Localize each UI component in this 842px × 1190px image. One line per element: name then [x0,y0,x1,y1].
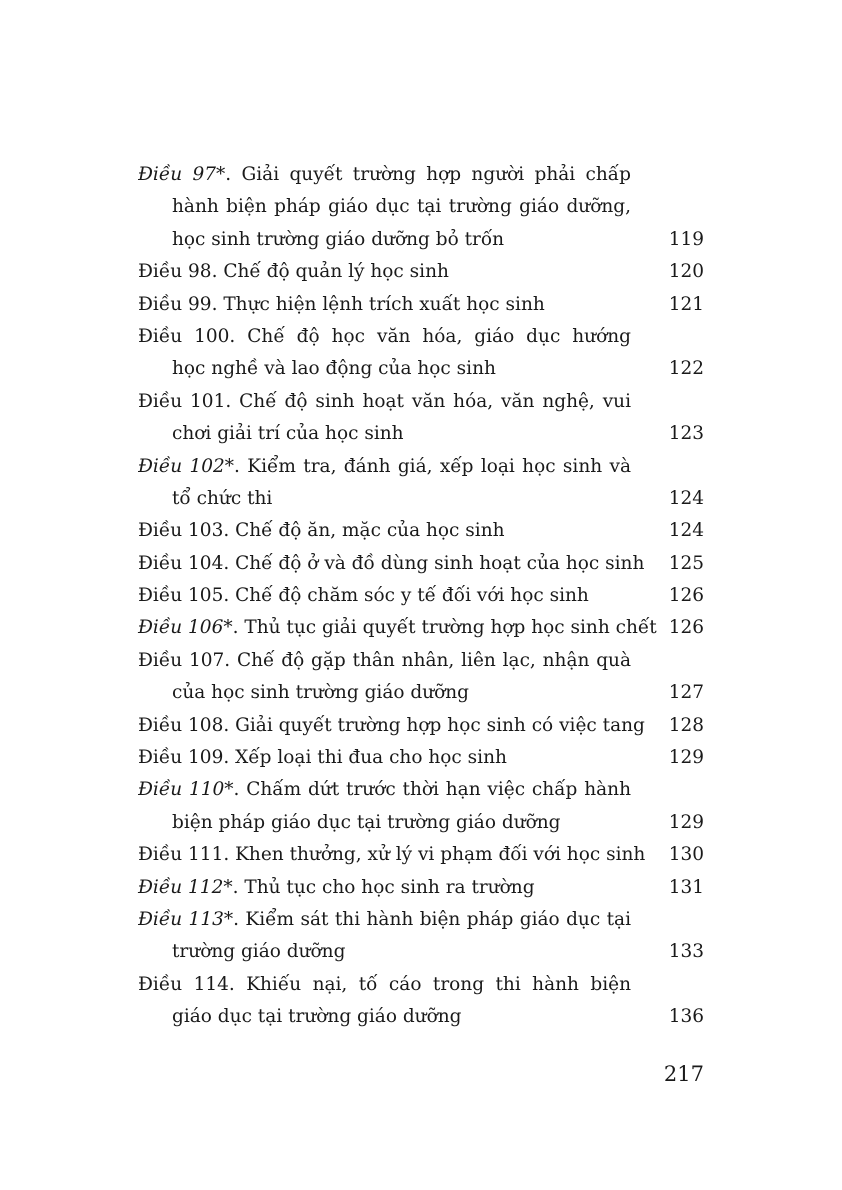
title-text: chơi giải trí của học sinh [172,423,404,445]
toc-line [138,256,704,288]
toc-entry [138,872,704,904]
title-text: học nghề và lao động của học sinh [172,358,496,380]
toc-page-number: 128 [668,714,704,736]
toc-entry-title [172,191,631,223]
toc-entry-title [138,159,631,191]
toc-page-number: 127 [668,682,704,704]
toc-line [138,742,704,774]
toc-line [138,386,704,418]
article-label: Điều 107 [138,649,225,671]
article-label: Điều 97* [138,164,226,185]
toc-line [138,774,704,806]
article-label: Điều 105 [138,585,224,607]
toc-entry-title [138,515,631,547]
article-label: Điều 111 [138,844,224,866]
title-text: . Thủ tục giải quyết trường hợp học sinh chết [232,617,657,639]
toc-line [138,645,704,677]
article-label: Điều 108 [138,714,224,736]
title-text: . Xếp loại thi đua cho học sinh [223,747,507,769]
article-label: Điều 99 [138,293,212,315]
toc-entry [138,451,704,516]
toc-entry [138,742,704,774]
article-label: Điều 102* [138,455,235,477]
toc-line [138,548,704,580]
title-text: . Giải quyết trường hợp học sinh có việc tang [223,714,645,736]
toc-entry [138,321,704,386]
toc-entry [138,774,704,839]
title-text: . Chế độ ở và đồ dùng sinh hoạt của học sinh [223,552,645,574]
title-text: của học sinh trường giáo dưỡng [172,682,470,704]
toc-page-number: 120 [668,261,704,283]
title-text: giáo dục tại trường giáo dưỡng [172,1006,462,1028]
article-label: Điều 109 [138,747,224,769]
toc-entry [138,289,704,321]
toc-line [138,969,704,1001]
title-text: trường giáo dưỡng [172,941,346,963]
toc-entry-title [172,224,631,256]
title-text: . Khiếu nại, tố cáo trong thi hành biện [228,973,631,995]
toc-entry-title [138,451,631,483]
article-label: Điều 106* [138,617,233,639]
toc-entry-title [138,321,631,353]
article-label: Điều 113* [138,908,234,930]
toc-page-number: 130 [668,844,704,866]
toc-line [138,710,704,742]
toc-entry-title [138,774,631,806]
toc-line [138,321,704,353]
toc-entry-title [138,645,631,677]
title-text: biện pháp giáo dục tại trường giáo dưỡng [172,811,561,833]
toc-entry [138,904,704,969]
toc-entry-title [172,418,631,450]
title-text: . Khen thưởng, xử lý vi phạm đối với học sinh [223,844,646,866]
toc-entry [138,386,704,451]
article-label: Điều 101 [138,390,226,412]
toc-page-number: 123 [668,423,704,445]
toc-line [138,353,704,385]
toc-entry-title [138,904,631,936]
toc-entry-title [138,872,631,904]
toc-line [138,159,704,191]
toc-entry-title [172,677,631,709]
toc-entry-title [138,969,631,1001]
article-label: Điều 104 [138,552,224,574]
toc-line [138,224,704,256]
toc-entry [138,710,704,742]
article-label: Điều 98 [138,261,212,283]
toc-line [138,904,704,936]
page-number: 217 [663,1062,704,1086]
toc-entry-title [172,807,631,839]
toc-entry-title [138,256,631,288]
title-text: . Chế độ chăm sóc y tế đối với học sinh [223,585,589,607]
toc-entry-title [172,936,631,968]
title-text: . Thực hiện lệnh trích xuất học sinh [211,293,545,315]
toc-page-number: 124 [668,487,704,509]
title-text: . Giải quyết trường hợp người phải chấp [225,164,631,185]
toc-line [138,807,704,839]
toc-entry [138,159,704,256]
toc-line [138,580,704,612]
title-text: tổ chức thi [172,487,273,509]
title-text: . Chế độ sinh hoạt văn hóa, văn nghệ, vui [225,390,631,412]
toc-page-number: 119 [668,228,704,250]
toc-entry [138,612,704,644]
article-label: Điều 114 [138,973,229,995]
toc-entry-title [138,742,631,774]
toc-page-number: 133 [668,941,704,963]
toc-entry-title [172,1001,631,1033]
title-text: . Chế độ học văn hóa, giáo dục hướng [229,325,631,347]
toc-entry [138,839,704,871]
title-text: . Thủ tục cho học sinh ra trường [232,876,535,898]
title-text: . Kiểm tra, đánh giá, xếp loại học sinh và [234,455,631,477]
toc-line [138,418,704,450]
toc-entry-title [172,483,631,515]
toc-entry-title [138,710,645,742]
toc-line [138,1001,704,1033]
toc-page-number: 136 [668,1006,704,1028]
toc-entry-title [138,580,631,612]
toc-line [138,191,704,223]
toc-entry-title [138,548,645,580]
toc-line [138,612,704,644]
toc-line [138,289,704,321]
toc-page-number: 126 [668,585,704,607]
title-text: . Chế độ quản lý học sinh [211,261,449,283]
toc-line [138,839,704,871]
toc-line [138,483,704,515]
title-text: . Chế độ gặp thân nhân, liên lạc, nhận quà [224,649,631,671]
article-label: Điều 110* [138,779,234,801]
toc-line [138,872,704,904]
toc-entry-title [138,839,646,871]
toc-page-number: 122 [668,358,704,380]
toc-page-number: 129 [668,811,704,833]
toc-entry-title [138,289,631,321]
toc-page-number: 126 [668,617,704,639]
toc-page-number: 131 [668,876,704,898]
toc-line [138,515,704,547]
toc-entry-title [138,612,657,644]
title-text: học sinh trường giáo dưỡng bỏ trốn [172,228,505,250]
article-label: Điều 100 [138,325,230,347]
title-text: . Kiểm sát thi hành biện pháp giáo dục tại [233,908,631,930]
toc-entry-title [172,353,631,385]
toc-page-number: 129 [668,747,704,769]
toc-entry [138,969,704,1034]
article-label: Điều 112* [138,876,233,898]
toc-entry-title [138,386,631,418]
toc-line [138,677,704,709]
title-text: hành biện pháp giáo dục tại trường giáo dưỡng, [172,196,631,218]
toc-page-number: 121 [668,293,704,315]
toc-entry [138,645,704,710]
toc-line [138,451,704,483]
title-text: . Chấm dứt trước thời hạn việc chấp hành [233,779,631,801]
toc-entry [138,256,704,288]
toc-entry [138,548,704,580]
toc-page-number: 125 [668,552,704,574]
toc-page-number: 124 [668,520,704,542]
title-text: . Chế độ ăn, mặc của học sinh [223,520,505,542]
table-of-contents [138,159,704,1034]
article-label: Điều 103 [138,520,224,542]
toc-entry [138,580,704,612]
toc-line [138,936,704,968]
toc-entry [138,515,704,547]
